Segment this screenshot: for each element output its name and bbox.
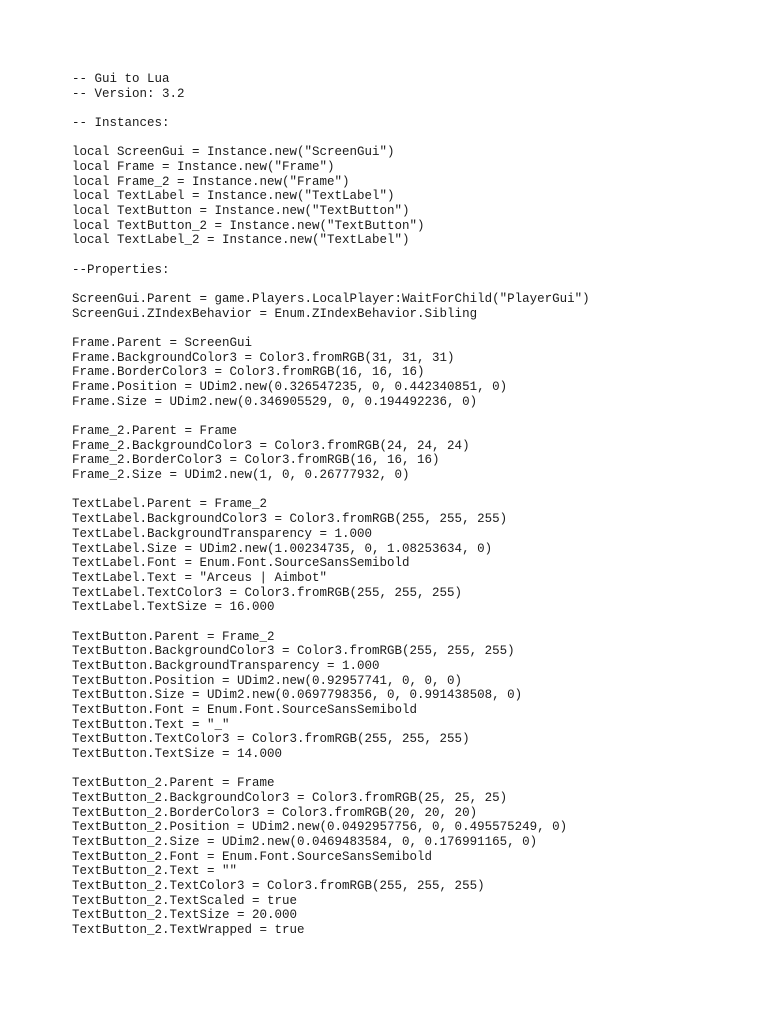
code-line: TextLabel.Size = UDim2.new(1.00234735, 0, 1.08253634, 0) bbox=[72, 541, 493, 556]
code-line: TextButton.Position = UDim2.new(0.92957741, 0, 0, 0) bbox=[72, 673, 463, 688]
document-page bbox=[72, 72, 752, 938]
code-line: Frame.Position = UDim2.new(0.326547235, 0, 0.442340851, 0) bbox=[72, 380, 508, 395]
code-line: TextButton_2.Size = UDim2.new(0.0469483584, 0, 0.176991165, 0) bbox=[72, 834, 538, 849]
blank-line bbox=[72, 277, 752, 292]
code-line: TextButton_2.Text = "" bbox=[72, 864, 238, 879]
blank-line bbox=[72, 248, 752, 263]
code-line: -- Gui to Lua bbox=[72, 72, 170, 86]
blank-line bbox=[72, 321, 752, 336]
code-line: local TextButton = Instance.new("TextButton") bbox=[72, 204, 410, 219]
code-line: TextButton_2.BackgroundColor3 = Color3.fromRGB(25, 25, 25) bbox=[72, 790, 508, 805]
code-line: local TextLabel_2 = Instance.new("TextLabel") bbox=[72, 233, 410, 248]
code-line: Frame_2.Size = UDim2.new(1, 0, 0.26777932, 0) bbox=[72, 468, 410, 483]
blank-line bbox=[72, 615, 752, 630]
code-line: Frame.Size = UDim2.new(0.346905529, 0, 0.194492236, 0) bbox=[72, 394, 478, 409]
code-line: local Frame_2 = Instance.new("Frame") bbox=[72, 174, 350, 189]
code-line: TextLabel.Font = Enum.Font.SourceSansSemibold bbox=[72, 556, 410, 571]
code-line: TextButton.Parent = Frame_2 bbox=[72, 629, 275, 644]
code-line: TextButton_2.Position = UDim2.new(0.0492957756, 0, 0.495575249, 0) bbox=[72, 820, 568, 835]
code-line: TextButton.BackgroundColor3 = Color3.fromRGB(255, 255, 255) bbox=[72, 644, 515, 659]
blank-line bbox=[72, 409, 752, 424]
code-line: --Properties: bbox=[72, 262, 170, 277]
code-line: TextLabel.BackgroundTransparency = 1.000 bbox=[72, 526, 373, 541]
code-line: TextLabel.BackgroundColor3 = Color3.fromRGB(255, 255, 255) bbox=[72, 512, 508, 527]
code-line: Frame.Parent = ScreenGui bbox=[72, 336, 253, 351]
code-line: TextLabel.TextColor3 = Color3.fromRGB(255, 255, 255) bbox=[72, 585, 463, 600]
code-line: TextLabel.Text = "Arceus | Aimbot" bbox=[72, 570, 328, 585]
code-line: local ScreenGui = Instance.new("ScreenGui") bbox=[72, 145, 395, 160]
code-line: TextButton_2.TextWrapped = true bbox=[72, 922, 305, 937]
code-line: Frame_2.Parent = Frame bbox=[72, 424, 238, 439]
code-line: TextButton.Text = "_" bbox=[72, 717, 230, 732]
code-line: local TextButton_2 = Instance.new("TextButton") bbox=[72, 218, 425, 233]
blank-line bbox=[72, 762, 752, 777]
code-line: TextButton.Font = Enum.Font.SourceSansSemibold bbox=[72, 702, 418, 717]
code-line: Frame_2.BackgroundColor3 = Color3.fromRGB(24, 24, 24) bbox=[72, 438, 470, 453]
code-line: TextButton.TextColor3 = Color3.fromRGB(255, 255, 255) bbox=[72, 732, 470, 747]
code-line: local Frame = Instance.new("Frame") bbox=[72, 160, 335, 175]
code-line: ScreenGui.Parent = game.Players.LocalPlayer:WaitForChild("PlayerGui") bbox=[72, 292, 590, 307]
blank-line bbox=[72, 131, 752, 146]
code-line: TextButton_2.TextColor3 = Color3.fromRGB(255, 255, 255) bbox=[72, 878, 485, 893]
blank-line bbox=[72, 483, 752, 498]
code-line: TextButton_2.Font = Enum.Font.SourceSansSemibold bbox=[72, 849, 433, 864]
code-line: ScreenGui.ZIndexBehavior = Enum.ZIndexBehavior.Sibling bbox=[72, 306, 478, 321]
code-line: TextButton_2.TextSize = 20.000 bbox=[72, 908, 298, 923]
code-line: -- Version: 3.2 bbox=[72, 86, 185, 101]
code-line: TextButton.TextSize = 14.000 bbox=[72, 746, 283, 761]
code-line: TextButton_2.TextScaled = true bbox=[72, 893, 298, 908]
code-line: Frame.BackgroundColor3 = Color3.fromRGB(31, 31, 31) bbox=[72, 350, 455, 365]
code-line: TextButton_2.BorderColor3 = Color3.fromRGB(20, 20, 20) bbox=[72, 805, 478, 820]
code-line: Frame.BorderColor3 = Color3.fromRGB(16, 16, 16) bbox=[72, 365, 425, 380]
code-line: TextButton.BackgroundTransparency = 1.000 bbox=[72, 658, 380, 673]
code-line: Frame_2.BorderColor3 = Color3.fromRGB(16, 16, 16) bbox=[72, 453, 440, 468]
code-line: TextLabel.Parent = Frame_2 bbox=[72, 497, 268, 512]
code-line: TextLabel.TextSize = 16.000 bbox=[72, 600, 275, 615]
code-line: TextButton_2.Parent = Frame bbox=[72, 776, 275, 791]
code-line: TextButton.Size = UDim2.new(0.0697798356, 0, 0.991438508, 0) bbox=[72, 688, 523, 703]
code-line: local TextLabel = Instance.new("TextLabel") bbox=[72, 189, 395, 204]
blank-line bbox=[72, 101, 752, 116]
code-line: -- Instances: bbox=[72, 116, 170, 131]
